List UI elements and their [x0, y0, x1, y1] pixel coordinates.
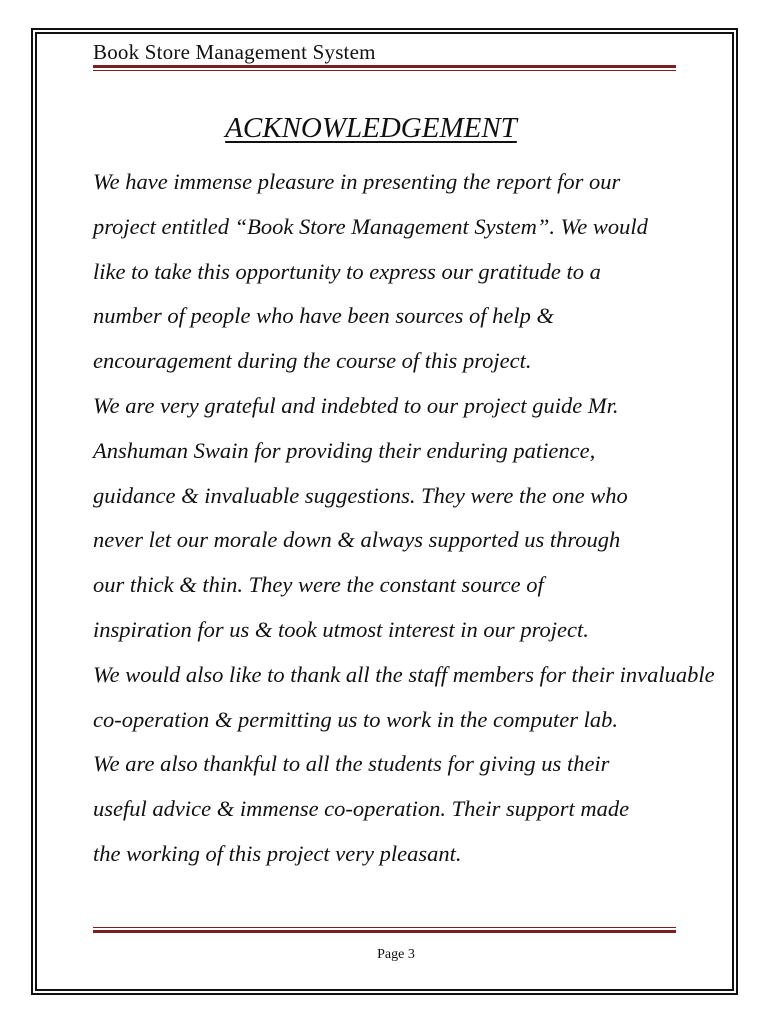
body-line: encouragement during the course of this project.	[93, 348, 532, 374]
body-line: like to take this opportunity to express our gratitude to a	[93, 258, 601, 284]
body-line: We would also like to thank all the staff members for their invaluable	[93, 661, 715, 687]
body-line: useful advice & immense co-operation. Their support made	[93, 796, 630, 822]
body-line: co-operation & permitting us to work in the computer lab.	[93, 706, 618, 732]
page-number: Page 3	[377, 947, 415, 962]
body-line: number of people who have been sources of help &	[93, 303, 554, 329]
body-line: never let our morale down & always supported us through	[93, 527, 621, 553]
body-line: project entitled “Book Store Management System”. We would	[93, 213, 648, 239]
body-line: We are very grateful and indebted to our project guide Mr.	[93, 392, 619, 418]
body-line: our thick & thin. They were the constant source of	[93, 572, 544, 598]
body-line: guidance & invaluable suggestions. They were the one who	[93, 482, 628, 508]
header-title: Book Store Management System	[93, 40, 376, 64]
acknowledgement-body	[93, 160, 768, 877]
body-line: the working of this project very pleasant.	[93, 840, 462, 866]
body-line: We have immense pleasure in presenting the report for our	[93, 169, 621, 194]
page-heading: ACKNOWLEDGEMENT	[225, 112, 517, 144]
body-line: Anshuman Swain for providing their enduring patience,	[93, 437, 596, 463]
body-line: inspiration for us & took utmost interest in our project.	[93, 616, 589, 642]
body-line: We are also thankful to all the students for giving us their	[93, 751, 610, 777]
